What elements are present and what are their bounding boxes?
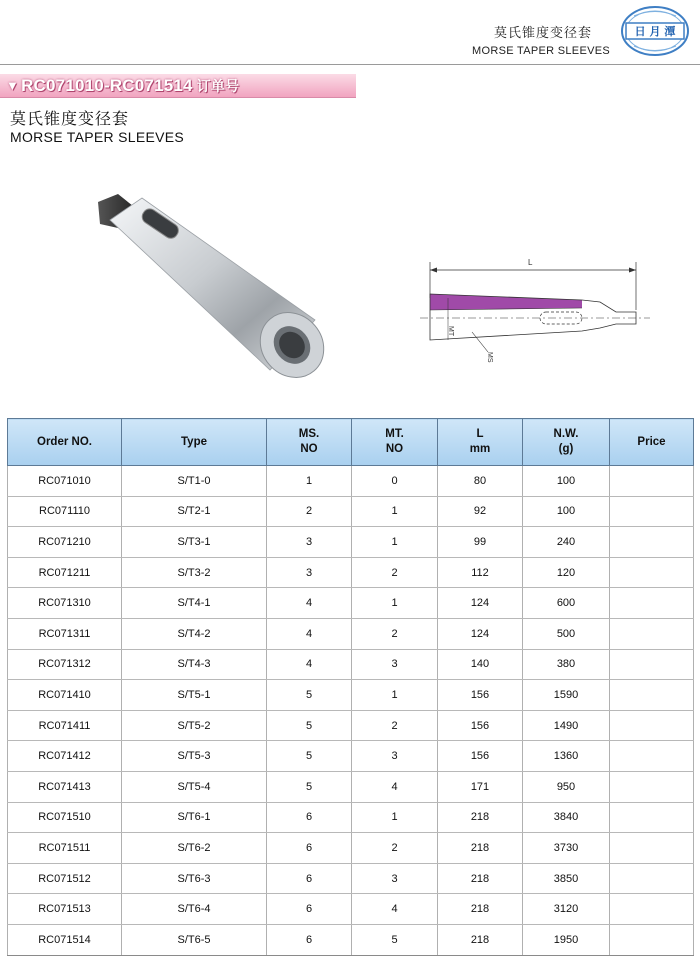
section-title-en: MORSE TAPER SLEEVES bbox=[10, 129, 185, 145]
cell-ms: 4 bbox=[267, 649, 352, 680]
banner-order-label: 订单号 bbox=[196, 77, 240, 94]
table-row bbox=[8, 771, 694, 802]
col-header-ms: MS. NO bbox=[267, 419, 352, 466]
cell-length: 99 bbox=[438, 527, 523, 558]
cell-order: RC071514 bbox=[8, 924, 122, 955]
cell-order: RC071312 bbox=[8, 649, 122, 680]
cell-price bbox=[610, 588, 694, 619]
cell-weight: 1490 bbox=[523, 710, 610, 741]
cell-price bbox=[610, 618, 694, 649]
cell-mt: 1 bbox=[352, 802, 438, 833]
cell-length: 124 bbox=[438, 618, 523, 649]
cell-weight: 3850 bbox=[523, 863, 610, 894]
cell-type: S/T6-3 bbox=[122, 863, 267, 894]
cell-type: S/T5-3 bbox=[122, 741, 267, 772]
table-row bbox=[8, 802, 694, 833]
table-row bbox=[8, 863, 694, 894]
cell-type: S/T4-2 bbox=[122, 618, 267, 649]
cell-order: RC071411 bbox=[8, 710, 122, 741]
col-header-weight: N.W. (g) bbox=[523, 419, 610, 466]
product-photo bbox=[80, 180, 340, 390]
cell-length: 80 bbox=[438, 466, 523, 497]
table-row bbox=[8, 924, 694, 955]
table-row bbox=[8, 894, 694, 925]
cell-mt: 1 bbox=[352, 588, 438, 619]
cell-weight: 950 bbox=[523, 771, 610, 802]
col-header-length: L mm bbox=[438, 419, 523, 466]
cell-length: 112 bbox=[438, 557, 523, 588]
cell-type: S/T6-2 bbox=[122, 833, 267, 864]
dimension-MT-label: MT bbox=[447, 326, 454, 337]
cell-price bbox=[610, 741, 694, 772]
cell-type: S/T5-2 bbox=[122, 710, 267, 741]
cell-price bbox=[610, 649, 694, 680]
table-row bbox=[8, 680, 694, 711]
cell-order: RC071210 bbox=[8, 527, 122, 558]
cell-mt: 4 bbox=[352, 771, 438, 802]
cell-mt: 1 bbox=[352, 496, 438, 527]
cell-price bbox=[610, 771, 694, 802]
cell-type: S/T3-1 bbox=[122, 527, 267, 558]
cell-length: 140 bbox=[438, 649, 523, 680]
cell-price bbox=[610, 466, 694, 497]
cell-ms: 4 bbox=[267, 588, 352, 619]
cell-weight: 500 bbox=[523, 618, 610, 649]
cell-price bbox=[610, 894, 694, 925]
cell-order: RC071211 bbox=[8, 557, 122, 588]
cell-order: RC071110 bbox=[8, 496, 122, 527]
cell-type: S/T1-0 bbox=[122, 466, 267, 497]
cell-mt: 2 bbox=[352, 710, 438, 741]
cell-type: S/T6-4 bbox=[122, 894, 267, 925]
cell-mt: 1 bbox=[352, 527, 438, 558]
cell-length: 218 bbox=[438, 863, 523, 894]
cell-type: S/T2-1 bbox=[122, 496, 267, 527]
cell-price bbox=[610, 680, 694, 711]
cell-price bbox=[610, 863, 694, 894]
cell-ms: 6 bbox=[267, 894, 352, 925]
cell-type: S/T5-1 bbox=[122, 680, 267, 711]
cell-weight: 3120 bbox=[523, 894, 610, 925]
header-title-cn: 莫氏锥度变径套 bbox=[493, 25, 592, 40]
cell-weight: 380 bbox=[523, 649, 610, 680]
brand-logo bbox=[620, 4, 690, 58]
cell-ms: 2 bbox=[267, 496, 352, 527]
cell-weight: 100 bbox=[523, 466, 610, 497]
table-row bbox=[8, 527, 694, 558]
cell-length: 92 bbox=[438, 496, 523, 527]
cell-mt: 2 bbox=[352, 557, 438, 588]
product-code-banner bbox=[0, 74, 356, 98]
table-header-row bbox=[8, 419, 694, 466]
dimension-L-label: L bbox=[528, 258, 533, 267]
cell-weight: 100 bbox=[523, 496, 610, 527]
cell-mt: 3 bbox=[352, 863, 438, 894]
table-row bbox=[8, 588, 694, 619]
cell-length: 156 bbox=[438, 741, 523, 772]
cell-ms: 1 bbox=[267, 466, 352, 497]
dimension-MS-label: MS bbox=[486, 352, 493, 363]
section-title-cn: 莫氏锥度变径套 bbox=[10, 111, 130, 128]
cell-ms: 6 bbox=[267, 802, 352, 833]
cell-length: 124 bbox=[438, 588, 523, 619]
col-header-type: Type bbox=[122, 419, 267, 466]
col-header-price: Price bbox=[610, 419, 694, 466]
cell-order: RC071510 bbox=[8, 802, 122, 833]
cell-type: S/T6-1 bbox=[122, 802, 267, 833]
cell-ms: 6 bbox=[267, 833, 352, 864]
cell-mt: 4 bbox=[352, 894, 438, 925]
cell-order: RC071511 bbox=[8, 833, 122, 864]
table-row bbox=[8, 496, 694, 527]
cell-weight: 1590 bbox=[523, 680, 610, 711]
cell-mt: 3 bbox=[352, 741, 438, 772]
cell-length: 218 bbox=[438, 924, 523, 955]
cell-price bbox=[610, 802, 694, 833]
cell-type: S/T4-3 bbox=[122, 649, 267, 680]
cell-length: 171 bbox=[438, 771, 523, 802]
col-header-order: Order NO. bbox=[8, 419, 122, 466]
banner-code: RC071010-RC071514 bbox=[21, 75, 193, 95]
cell-weight: 3730 bbox=[523, 833, 610, 864]
cell-weight: 240 bbox=[523, 527, 610, 558]
cell-weight: 1360 bbox=[523, 741, 610, 772]
cell-weight: 600 bbox=[523, 588, 610, 619]
cell-mt: 0 bbox=[352, 466, 438, 497]
technical-drawing bbox=[400, 248, 670, 378]
cell-price bbox=[610, 527, 694, 558]
table-row bbox=[8, 557, 694, 588]
cell-length: 218 bbox=[438, 894, 523, 925]
cell-mt: 2 bbox=[352, 833, 438, 864]
cell-mt: 2 bbox=[352, 618, 438, 649]
table-row bbox=[8, 466, 694, 497]
cell-order: RC071410 bbox=[8, 680, 122, 711]
header-divider bbox=[0, 64, 700, 65]
table-row bbox=[8, 833, 694, 864]
cell-order: RC071512 bbox=[8, 863, 122, 894]
spec-table bbox=[7, 418, 694, 956]
cell-ms: 3 bbox=[267, 527, 352, 558]
cell-order: RC071310 bbox=[8, 588, 122, 619]
cell-price bbox=[610, 557, 694, 588]
cell-ms: 5 bbox=[267, 741, 352, 772]
logo-text: 日 月 潭 bbox=[634, 25, 676, 38]
cell-weight: 120 bbox=[523, 557, 610, 588]
cell-mt: 1 bbox=[352, 680, 438, 711]
cell-order: RC071010 bbox=[8, 466, 122, 497]
cell-order: RC071413 bbox=[8, 771, 122, 802]
cell-weight: 3840 bbox=[523, 802, 610, 833]
cell-order: RC071513 bbox=[8, 894, 122, 925]
cell-mt: 3 bbox=[352, 649, 438, 680]
cell-order: RC071412 bbox=[8, 741, 122, 772]
cell-ms: 5 bbox=[267, 771, 352, 802]
table-row bbox=[8, 618, 694, 649]
cell-length: 218 bbox=[438, 802, 523, 833]
cell-type: S/T5-4 bbox=[122, 771, 267, 802]
cell-price bbox=[610, 710, 694, 741]
cell-order: RC071311 bbox=[8, 618, 122, 649]
table-row bbox=[8, 649, 694, 680]
cell-ms: 6 bbox=[267, 863, 352, 894]
cell-type: S/T6-5 bbox=[122, 924, 267, 955]
col-header-mt: MT. NO bbox=[352, 419, 438, 466]
cell-ms: 5 bbox=[267, 680, 352, 711]
cell-ms: 3 bbox=[267, 557, 352, 588]
cell-price bbox=[610, 924, 694, 955]
cell-type: S/T3-2 bbox=[122, 557, 267, 588]
cell-length: 156 bbox=[438, 680, 523, 711]
cell-length: 156 bbox=[438, 710, 523, 741]
table-row bbox=[8, 741, 694, 772]
table-row bbox=[8, 710, 694, 741]
cell-ms: 6 bbox=[267, 924, 352, 955]
header-title-en: MORSE TAPER SLEEVES bbox=[472, 45, 610, 57]
cell-type: S/T4-1 bbox=[122, 588, 267, 619]
down-triangle-icon: ▼ bbox=[6, 78, 20, 93]
cell-length: 218 bbox=[438, 833, 523, 864]
cell-ms: 4 bbox=[267, 618, 352, 649]
cell-price bbox=[610, 833, 694, 864]
cell-price bbox=[610, 496, 694, 527]
cell-weight: 1950 bbox=[523, 924, 610, 955]
cell-ms: 5 bbox=[267, 710, 352, 741]
cell-mt: 5 bbox=[352, 924, 438, 955]
